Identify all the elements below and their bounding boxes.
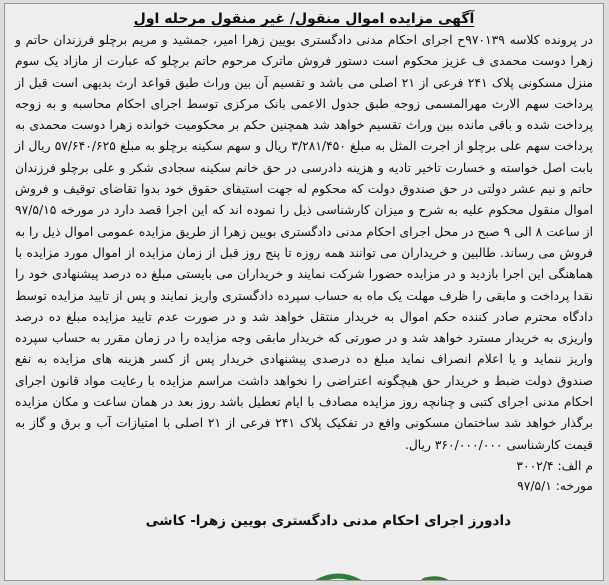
green-stamp-mark <box>295 560 465 581</box>
notice-paper <box>4 3 604 581</box>
signature-line: دادورز اجرای احکام مدنی دادگستری بویین زهرا- کاشی <box>145 512 511 529</box>
notice-meta <box>5 456 603 496</box>
stamp-stroke <box>305 576 455 581</box>
notice-body <box>15 30 593 456</box>
notice-title: آگهی مزایده اموال منقول/ غیر منقول مرحله اول <box>133 11 475 27</box>
reference-number: م الف: ۳۰۰۲/۴ <box>516 458 593 473</box>
notice-date: مورخه: ۹۷/۵/۱ <box>517 478 593 493</box>
notice-body-paragraph: در پرونده کلاسه ۹۷۰۱۳۹ح اجرای احکام مدنی دادگستری بویین زهرا امیر، جمشید و مریم برچلو فرزندان حاتم و زهرا دوست محمدی ف عزیز محکوم است دستور فروش ماترک مرحوم حاتم برچلو که عبارت از مازاد یک سوم منزل مسکونی پلاک ۲۴۱ فرعی از ۲۱ اصلی می باشد و تقسیم آن بین وراث طبق قواعد ارث بدیهی است قبل از پرداخت سهم الارث مهرالمسمی زوجه طبق جدول الاعمی بانک مرکزی توسط اجرای احکام محاسبه و به زوجه پرداخت شده و باقی مانده بین وراث تقسیم خواهد شد همچنین حکم بر محکومیت خوانده زهرا دوست محمدی به پرداخت سهم علی برچلو از اجرت المثل به مبلغ ۳/۲۸۱/۴۵۰ ریال و سهم سکینه برچلو به مبلغ ۵۷/۶۴۰/۶۲۵ ریال از بابت اصل خواسته و خسارت تاخیر تادیه و هزینه دادرسی در حق خانم سکینه سجادی شکر و علی برچلو فرزندان حاتم و نیم عشر دولتی در حق صندوق دولت که محکوم له جهت استیفای حقوق خود بدوا تقاضای توقیف و فروش اموال منقول محکوم علیه به شرح و میزان کارشناسی ذیل را نموده اند که این اجرا قصد دارد در مورخه ۹۷/۵/۱۵ از ساعت ۸ الی ۹ صبح در محل اجرای احکام مدنی دادگستری بویین زهرا از طریق مزایده عمومی اموال ذیل را به فروش می رساند. طالبین و خریداران می توانند همه روزه تا پنج روز قبل از زمان مزایده از اموال مورد مزایده با هماهنگی این اجرا بازدید و در مزایده حضورا شرکت نمایند و خریداران می بایستی مبلغ ده درصد پیشنهادی خود را نقدا پرداخت و مابقی را ظرف مهلت یک ماه به حساب سپرده دادگستری واریز نمایند و پس از تایید مزایده توسط دادگاه محترم صادر کننده حکم اموال به خریدار منتقل خواهد شد و در صورت عدم تایید مزایده مبلغ ده درصد واریزی به خریدار مسترد خواهد شد و در صورتی که خریدار مابقی وجه مزایده را در زمان مقرر به حساب سپرده واریز ننماید و یا اعلام انصراف نماید مبلغ ده درصدی پیشنهادی خریدار پس از کسر هزینه های مزایده به نفع صندوق دولت ضبط و خریدار حق هیچگونه اعتراضی را نخواهد داشت مراسم مزایده با رعایت مواد قانون اجرای احکام مدنی اجرای کتبی و چنانچه روز مزایده مصادف با ایام تعطیل باشد روز بعد در همان ساعت و مکان مزایده برگذار خواهد شد ساختمان مسکونی واقع در تفکیک پلاک ۲۴۱ فرعی از ۲۱ اصلی با امتیازات آب و برق و گاز به قیمت کارشناسی ۳۶۰/۰۰۰/۰۰۰ ریال. <box>15 33 593 452</box>
